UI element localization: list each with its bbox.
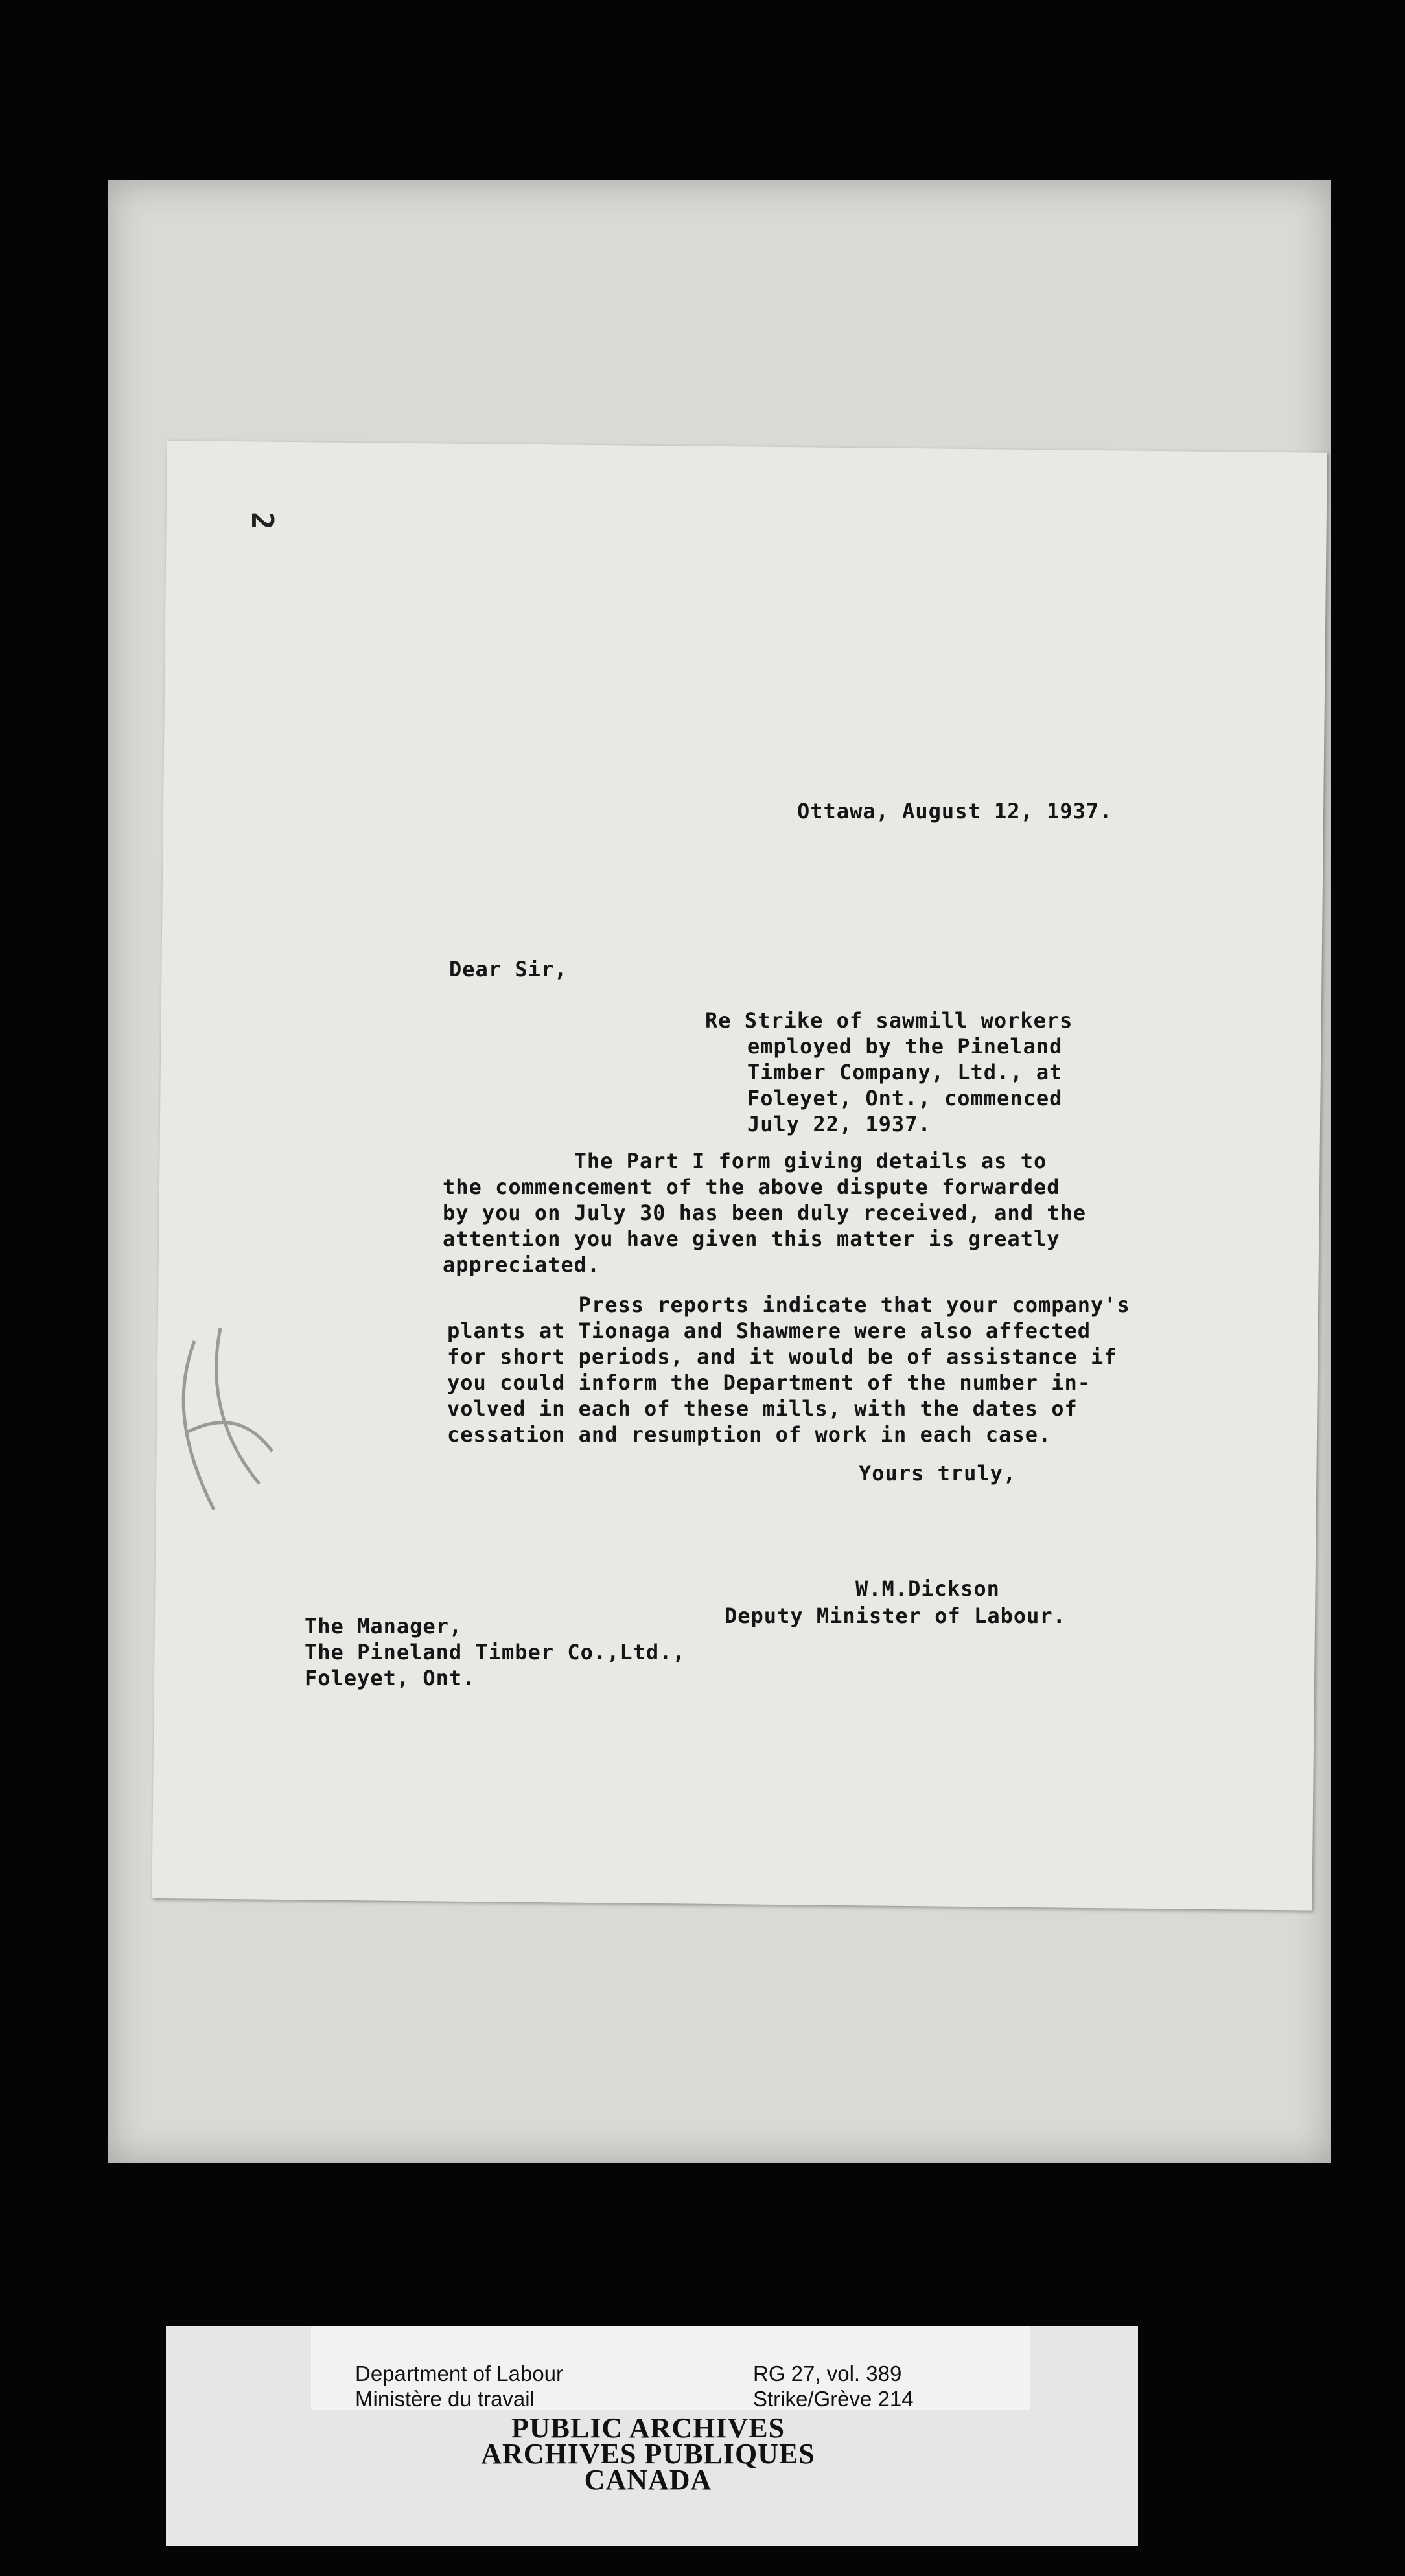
folio-number: 2	[245, 512, 280, 530]
letter-closing: Yours truly,	[859, 1461, 1017, 1486]
subject-line: July 22, 1937.	[747, 1112, 931, 1136]
subject-line: Foleyet, Ont., commenced	[747, 1086, 1063, 1110]
reference-file: Strike/Grève 214	[753, 2387, 914, 2411]
pencil-annotation	[168, 1315, 285, 1529]
paragraph-line: cessation and resumption of work in each case.	[447, 1422, 1052, 1447]
letter-date: Ottawa, August 12, 1937.	[797, 799, 1113, 823]
letter-subject	[705, 1007, 1073, 1137]
paragraph-line: for short periods, and it would be of assistance if	[447, 1344, 1117, 1369]
addressee-line: The Pineland Timber Co.,Ltd.,	[305, 1640, 686, 1664]
letter-salutation: Dear Sir,	[449, 957, 568, 982]
signature-name: W.M.Dickson	[855, 1576, 1000, 1601]
letter-addressee	[305, 1613, 686, 1691]
subject-line: employed by the Pineland	[747, 1034, 1063, 1059]
subject-line: Timber Company, Ltd., at	[747, 1060, 1063, 1085]
public-archives-stamp	[415, 2412, 881, 2496]
subject-line: Re Strike of sawmill workers	[705, 1008, 1073, 1033]
stamp-line: PUBLIC ARCHIVES	[511, 2412, 785, 2444]
paragraph-line: attention you have given this matter is greatly	[443, 1226, 1060, 1251]
paragraph-line: The Part I form giving details as to	[443, 1149, 1047, 1173]
stamp-line: ARCHIVES PUBLIQUES	[481, 2438, 815, 2470]
stamp-line: CANADA	[584, 2464, 712, 2496]
department-fr: Ministère du travail	[355, 2387, 535, 2411]
letter-paragraph-1	[443, 1148, 1086, 1278]
paragraph-line: the commencement of the above dispute forwarded	[443, 1175, 1060, 1199]
letter-paragraph-2	[447, 1292, 1130, 1447]
addressee-line: The Manager,	[305, 1614, 463, 1639]
paragraph-line: Press reports indicate that your company's	[447, 1293, 1130, 1317]
signature-title: Deputy Minister of Labour.	[725, 1604, 1066, 1628]
paragraph-line: plants at Tionaga and Shawmere were also affected	[447, 1318, 1091, 1343]
addressee-line: Foleyet, Ont.	[305, 1666, 476, 1690]
paragraph-line: you could inform the Department of the number in-	[447, 1370, 1091, 1395]
paragraph-line: volved in each of these mills, with the dates of	[447, 1396, 1078, 1421]
reference-volume: RG 27, vol. 389	[753, 2362, 902, 2386]
paragraph-line: appreciated.	[443, 1252, 601, 1277]
department-en: Department of Labour	[355, 2362, 564, 2386]
paragraph-line: by you on July 30 has been duly received, and the	[443, 1201, 1087, 1225]
